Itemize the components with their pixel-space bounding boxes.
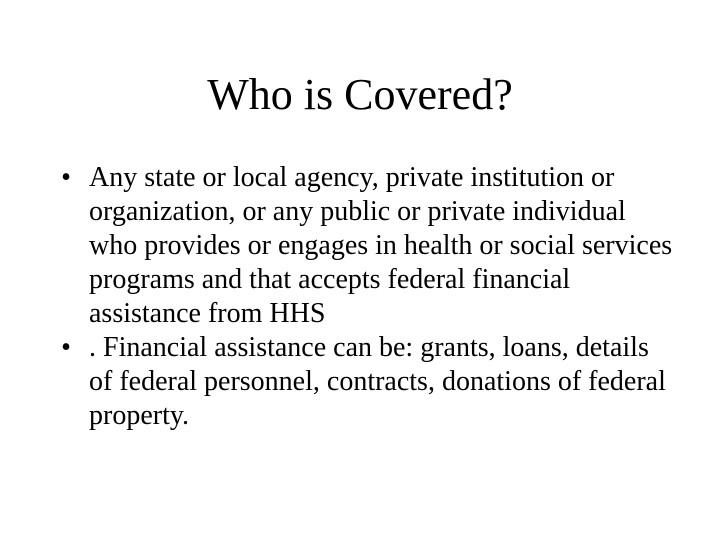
bullet-icon: • [61,332,71,363]
bullet-item [56,331,676,433]
bullet-icon: • [61,162,71,193]
bullet-text: Any state or local agency, private institution or organization, or any public or private individual who provides or engages in health or social services programs and that accepts federal financial assistance from HHS [89,162,673,329]
bullet-item [56,161,676,331]
slide-title: Who is Covered? [207,70,513,119]
bullet-text: . Financial assistance can be: grants, loans, details of federal personnel, contracts, donations of federal property. [89,332,666,431]
bullet-list [56,161,676,433]
